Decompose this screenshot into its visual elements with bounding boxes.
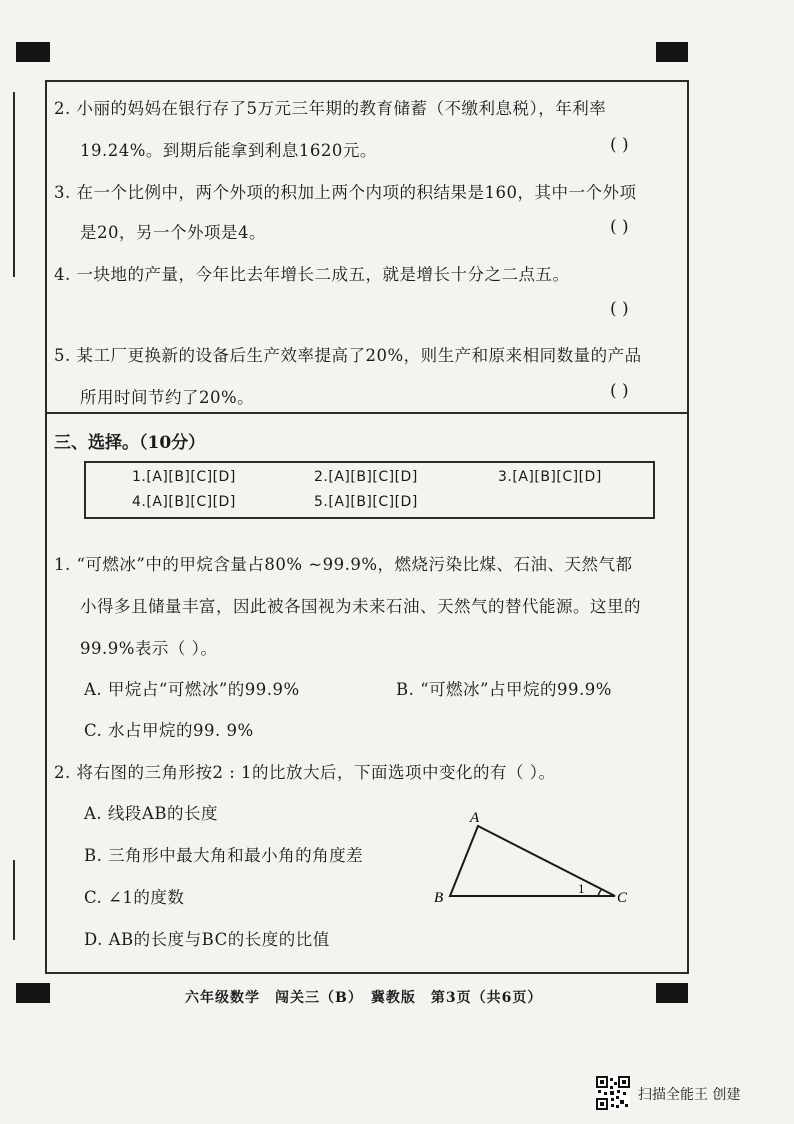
registration-mark-bottom-left bbox=[16, 983, 50, 1003]
judgment-q5-answer[interactable]: ( ) bbox=[610, 381, 629, 401]
triangle-abc bbox=[450, 826, 615, 896]
choice-q2-option-c[interactable]: C. ∠1的度数 bbox=[84, 888, 185, 907]
vertex-c-label: C bbox=[617, 890, 628, 906]
vertex-a-label: A bbox=[470, 810, 480, 826]
judgment-q2-line1: 2. 小丽的妈妈在银行存了5万元三年期的教育储蓄（不缴利息税），年利率 bbox=[54, 99, 607, 118]
binding-line-top bbox=[13, 92, 15, 277]
choice-q1-option-c[interactable]: C. 水占甲烷的99. 9% bbox=[84, 721, 254, 740]
judgment-q4-answer[interactable]: ( ) bbox=[610, 299, 629, 319]
choice-q1-option-b[interactable]: B. “可燃冰”占甲烷的99.9% bbox=[396, 680, 612, 699]
registration-mark-top-left bbox=[16, 42, 50, 62]
judgment-q4-line1: 4. 一块地的产量，今年比去年增长二成五，就是增长十分之二点五。 bbox=[54, 265, 570, 284]
choice-q2-option-b[interactable]: B. 三角形中最大角和最小角的角度差 bbox=[84, 846, 364, 865]
judgment-q5-line1: 5. 某工厂更换新的设备后生产效率提高了20%，则生产和原来相同数量的产品 bbox=[54, 346, 642, 365]
registration-mark-bottom-right bbox=[656, 983, 688, 1003]
binding-line-bottom bbox=[13, 860, 15, 940]
choice-q1-line1: 1. “可燃冰”中的甲烷含量占80% ~99.9%，燃烧污染比煤、石油、天然气都 bbox=[54, 555, 633, 574]
section-three-title: 三、选择。（10分） bbox=[54, 433, 206, 453]
answer-sheet-q5[interactable]: 5.[A][B][C][D] bbox=[314, 494, 418, 510]
section-divider bbox=[45, 412, 689, 414]
choice-q2-option-a[interactable]: A. 线段AB的长度 bbox=[84, 804, 218, 823]
choice-q1-line2: 小得多且储量丰富，因此被各国视为未来石油、天然气的替代能源。这里的 bbox=[80, 597, 641, 616]
scanner-watermark-text: 扫描全能王 创建 bbox=[638, 1087, 741, 1103]
choice-q2-stem: 2. 将右图的三角形按2 : 1的比放大后，下面选项中变化的有（ ）。 bbox=[54, 763, 556, 782]
choice-q2-option-d[interactable]: D. AB的长度与BC的长度的比值 bbox=[84, 930, 330, 949]
judgment-q2-line2: 19.24%。到期后能拿到利息1620元。 bbox=[80, 141, 377, 160]
judgment-q3-line1: 3. 在一个比例中，两个外项的积加上两个内项的积结果是160，其中一个外项 bbox=[54, 183, 637, 202]
judgment-q3-line2: 是20，另一个外项是4。 bbox=[80, 223, 266, 242]
registration-mark-top-right bbox=[656, 42, 688, 62]
choice-q1-line3: 99.9%表示（ ）。 bbox=[80, 639, 218, 658]
answer-sheet-q2[interactable]: 2.[A][B][C][D] bbox=[314, 469, 418, 485]
answer-sheet-q1[interactable]: 1.[A][B][C][D] bbox=[132, 469, 236, 485]
judgment-q5-line2: 所用时间节约了20%。 bbox=[80, 388, 255, 407]
judgment-q3-answer[interactable]: ( ) bbox=[610, 217, 629, 237]
answer-sheet-q4[interactable]: 4.[A][B][C][D] bbox=[132, 494, 236, 510]
answer-sheet-q3[interactable]: 3.[A][B][C][D] bbox=[498, 469, 602, 485]
choice-q1-option-a[interactable]: A. 甲烷占“可燃冰”的99.9% bbox=[84, 680, 300, 699]
angle-1-label: 1 bbox=[578, 881, 585, 896]
judgment-q2-answer[interactable]: ( ) bbox=[610, 135, 629, 155]
triangle-figure bbox=[428, 806, 638, 910]
page-footer: 六年级数学 闯关三（B） 冀教版 第3页（共6页） bbox=[185, 990, 543, 1006]
qr-code-icon bbox=[596, 1076, 630, 1110]
vertex-b-label: B bbox=[434, 890, 444, 906]
